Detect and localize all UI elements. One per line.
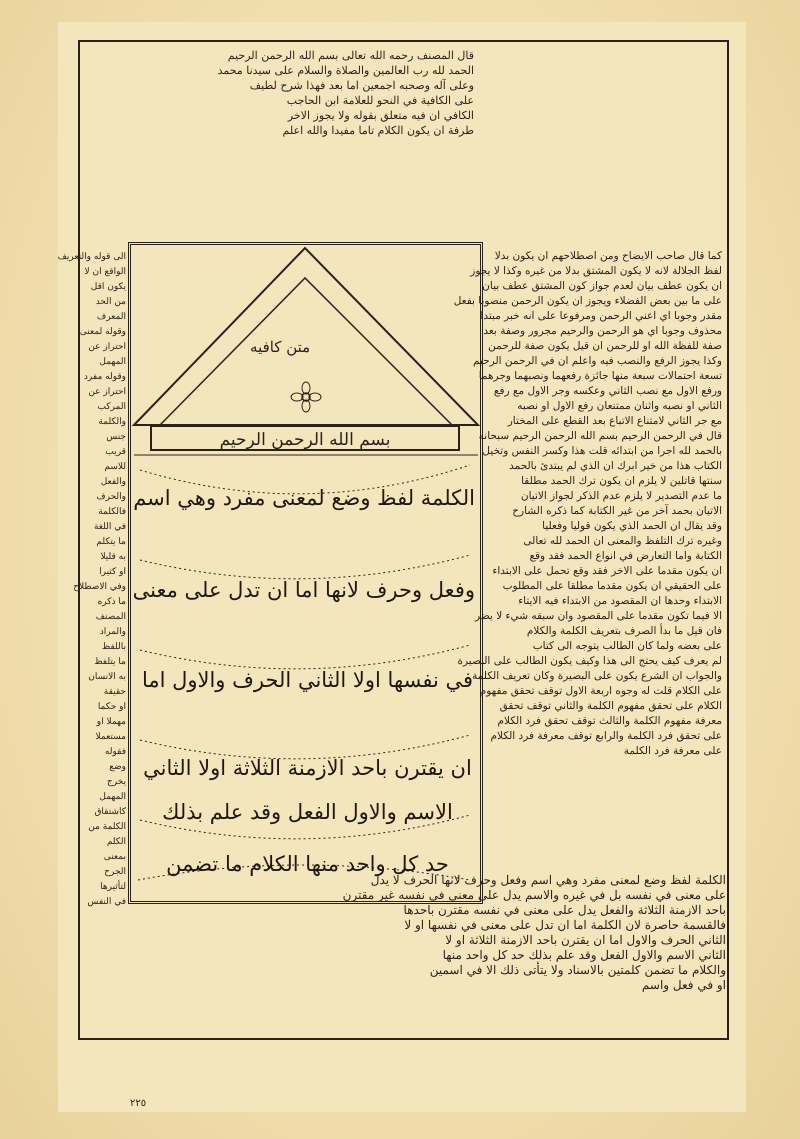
right-gloss-line: على ما بين بعض الفضلاء ويجوز ان يكون الرحمن منصوبا بفعل <box>453 295 722 307</box>
top-gloss-line: الكافي ان فيه متعلق بقوله ولا يجوز الاخر <box>287 109 474 122</box>
bottom-gloss-line: على معنى في نفسه بل في غيره والاسم يدل على معنى في نفسه غير مقترن <box>342 888 726 902</box>
right-gloss-line: ورفع الاول مع نصب الثاني وعكسه وجر الاول مع رفع <box>493 385 722 397</box>
left-gloss-line: والحرف <box>96 492 126 502</box>
left-gloss-line: المهمل <box>99 357 126 367</box>
right-gloss-line: ان يكون عطف بيان لعدم جواز كون المشتق عطف بيان <box>482 280 722 292</box>
left-gloss-line: المعرف <box>96 312 126 322</box>
right-gloss-line: محذوف وجوبا اي هو الرحمن والرحيم مجرور وصفة بعد <box>483 325 722 337</box>
main-line-1: الكلمة لفظ وضع لمعنى مفرد وهي اسم <box>133 486 475 510</box>
top-gloss-line: وعلى آله وصحبه اجمعين اما بعد فهذا شرح لطيف <box>249 79 474 92</box>
left-gloss-line: مستعملا <box>95 732 126 742</box>
right-gloss-line: الكلام على تحقق مفهوم الكلمة والثاني توقف تحقق <box>499 700 722 712</box>
left-gloss-line: ما يتلفظ <box>94 657 126 667</box>
right-gloss-line: ان يكون مقدما على الاخر فقد وقع تحمل على الابتداء <box>492 565 722 577</box>
main-line-4: ان يقترن باحد الازمنة الثلاثة اولا الثاني <box>143 756 472 780</box>
left-gloss-line: كاشتقاق <box>94 807 126 817</box>
left-gloss-line: حقيقة <box>103 687 126 697</box>
right-gloss-line: سنتها قاتلين لا يلزم ان يكون ترك الحمد مطلقا <box>521 475 722 487</box>
left-gloss-line: احتراز عن <box>88 342 126 352</box>
left-gloss-line: الجرح <box>104 867 126 877</box>
bottom-gloss-line: الثاني الحرف والاول اما ان يقترن باحد الازمنة الثلاثة او لا <box>445 933 726 947</box>
left-gloss-line: ما ذكره <box>97 597 126 607</box>
right-gloss-line: تسعة احتمالات سبعة منها جائزة رفعهما ونصبهما وجرهما <box>478 370 722 382</box>
right-gloss-line: وقد يقال ان الحمد الذي يكون قوليا وفعليا <box>542 520 722 532</box>
bottom-gloss-line: والكلام ما تضمن كلمتين بالاسناد ولا يتأتى ذلك الا في اسمين <box>429 963 726 977</box>
main-line-6: حد كل واحد منها الكلام ما تضمن <box>166 852 449 876</box>
left-gloss-line: والمراد <box>99 627 126 637</box>
left-gloss-line: الكلم <box>106 837 126 847</box>
right-gloss-line: على بعضه ولما كان الطالب يتوجه الى كتاب <box>532 640 722 652</box>
left-gloss-line: الكلمة من <box>88 822 126 832</box>
bottom-gloss-line: باحد الازمنة الثلاثة والفعل يدل على معنى في نفسه مقترن باحدها <box>403 903 726 917</box>
left-gloss-line: مهملا او <box>96 717 126 727</box>
rosette-ornament-icon <box>284 382 328 412</box>
right-gloss-line: على الكلام قلت له وجوه اربعة الاول توقف تحقق مفهوم <box>479 685 722 697</box>
left-gloss-line: الى قوله والتعريف <box>57 252 126 262</box>
left-gloss-line: او حكما <box>97 702 126 712</box>
left-gloss-line: ما يتكلم <box>96 537 126 547</box>
top-gloss-line: الحمد لله رب العالمين والصلاة والسلام على سيدنا محمد <box>217 64 474 77</box>
main-line-3: في نفسها اولا الثاني الحرف والاول اما <box>141 668 474 692</box>
main-line-5: الاسم والاول الفعل وقد علم بذلك <box>162 800 453 824</box>
left-gloss-line: وقوله مفرد <box>83 372 126 382</box>
left-gloss-line: يكون اقل <box>90 282 126 292</box>
left-gloss-line: وضع <box>109 762 126 772</box>
left-gloss-line: والكلمة <box>98 417 126 427</box>
right-gloss-line: على الحقيقي ان يكون مقدما مطلقا على المطلوب <box>502 580 722 592</box>
right-gloss-line: صفة للفظة الله او للرحمن ان قيل يكون صفة للرحمن <box>488 340 722 352</box>
left-gloss-line: للاسم <box>104 462 126 472</box>
top-gloss-line: قال المصنف رحمه الله تعالى بسم الله الرحمن الرحيم <box>227 49 474 62</box>
left-gloss-line: يخرج <box>106 777 126 787</box>
top-gloss-line: على الكافية في النحو للعلامة ابن الحاجب <box>286 94 474 107</box>
page-number: ٢٢٥ <box>130 1098 147 1109</box>
left-gloss-line: في النفس <box>87 897 126 907</box>
right-gloss-line: الكتاب هذا من خير ابرك ان الذي لم يبتدئ بالحمد <box>509 460 722 472</box>
right-gloss-line: الاتيان بحمد آخر من غير الكتابة كما ذكره الشارح <box>512 505 722 517</box>
left-gloss-line: فالكلمة <box>98 507 126 517</box>
left-gloss-line: لتأثيرها <box>100 882 126 892</box>
right-gloss-line: وغيره ترك التلفظ والمعنى ان الحمد لله تعالى <box>523 535 722 547</box>
right-gloss-line: وكذا يجوز الرفع والنصب فيه واعلم ان في الرحمن الرحيم <box>473 355 722 367</box>
right-gloss-line: الثاني او نصبه واثنان ممتنعان رفع الاول او نصبه <box>517 400 722 412</box>
right-gloss-line: معرفة مفهوم الكلمة والثالث توقف تحقق فرد الكلام <box>497 715 722 727</box>
right-gloss-line: فان قيل ما بدأ الصرف بتعريف الكلمة والكلام <box>526 625 722 637</box>
left-gloss-line: وفي الاصطلاح <box>73 582 126 592</box>
left-gloss-line: قريب <box>105 447 126 457</box>
right-gloss-line: كما قال صاحب الايضاح ومن اصطلاحهم ان يكون بدلا <box>494 250 722 262</box>
left-gloss-line: والفعل <box>100 477 126 487</box>
left-gloss-line: المركب <box>97 402 126 412</box>
bottom-gloss-line: او في فعل واسم <box>641 978 726 992</box>
left-gloss-line: في اللغة <box>93 522 126 532</box>
right-gloss-line: لفظ الجلالة لانه لا يكون المشتق بدلا من غيره وكذا لا يجوز <box>470 265 722 277</box>
main-line-2: وفعل وحرف لانها اما ان تدل على معنى <box>132 578 475 602</box>
left-gloss-line: به الانسان <box>88 672 126 682</box>
left-gloss-line: الواقع ان لا <box>84 267 126 277</box>
right-gloss-line: الا فيما تكون مقدما على المقصود وان سبقه شيء لا يضر <box>475 610 722 622</box>
right-gloss-line: على تحقق فرد الكلمة والرابع توقف معرفة فرد الكلام <box>490 730 722 742</box>
bottom-gloss-line: فالقسمة حاصرة لان الكلمة اما ان تدل على معنى في نفسها او لا <box>404 918 726 932</box>
left-gloss-line: من الحد <box>95 297 126 307</box>
right-gloss-line: بالحمد لله اجرا من ابتدائه قلت هذا وكسر النفس وتخيل <box>482 445 722 457</box>
right-gloss-line: الابتداء وحدها ان المقصود من الابتداء فيه الايتاء <box>518 595 722 607</box>
left-gloss-line: باللفظ <box>101 642 126 652</box>
left-gloss-line: به قليلا <box>100 552 126 562</box>
right-gloss-line: الكتابة واما التعارض في انواع الحمد فقد وقع <box>529 550 722 562</box>
bottom-gloss-line: الثاني الاسم والاول الفعل وقد علم بذلك حد كل واحد منها <box>442 948 726 962</box>
right-gloss-line: مع جر الثاني لامتناع الاتباع بعد القطع على المختار <box>507 415 722 427</box>
left-gloss-line: فقوله <box>104 747 126 757</box>
left-gloss-line: جنس <box>106 432 126 442</box>
left-gloss-line: او كثيرا <box>99 567 126 577</box>
left-gloss-line: احتراز عن <box>88 387 126 397</box>
bottom-gloss-line: الكلمة لفظ وضع لمعنى مفرد وهي اسم وفعل وحرف لانها الحرف لا يدل <box>370 873 726 887</box>
right-gloss-line: والجواب ان الشرع يكون على البصيرة وكان تعريف الكلمة <box>472 670 722 682</box>
right-gloss-line: لم يعرف كيف يحتج الى هذا وكيف يكون الطالب على البصيرة <box>457 655 722 667</box>
left-gloss-line: المصنف <box>95 612 126 622</box>
right-gloss-line: على معرفة فرد الكلمة <box>623 745 722 757</box>
right-gloss-line: ما عدم التصدير لا يلزم عدم الذكر لجواز الاتيان <box>520 490 722 502</box>
basmala-heading: بسم الله الرحمن الرحيم <box>150 425 460 451</box>
top-gloss-line: طرفة ان يكون الكلام تاما مفيدا والله اعلم <box>282 124 474 137</box>
left-gloss-line: المهمل <box>99 792 126 802</box>
left-gloss-line: بمعنى <box>103 852 126 862</box>
left-gloss-line: وقوله لمعنى <box>79 327 126 337</box>
right-gloss-line: مقدر وجوبا اي اعني الرحمن ومرفوعا على انه خبر مبتدا <box>480 310 722 322</box>
text-title: متن كافيه <box>250 338 311 356</box>
right-gloss-line: قال في الرحمن الرحيم بسم الله الرحمن الرحيم سبحانه <box>478 430 722 442</box>
